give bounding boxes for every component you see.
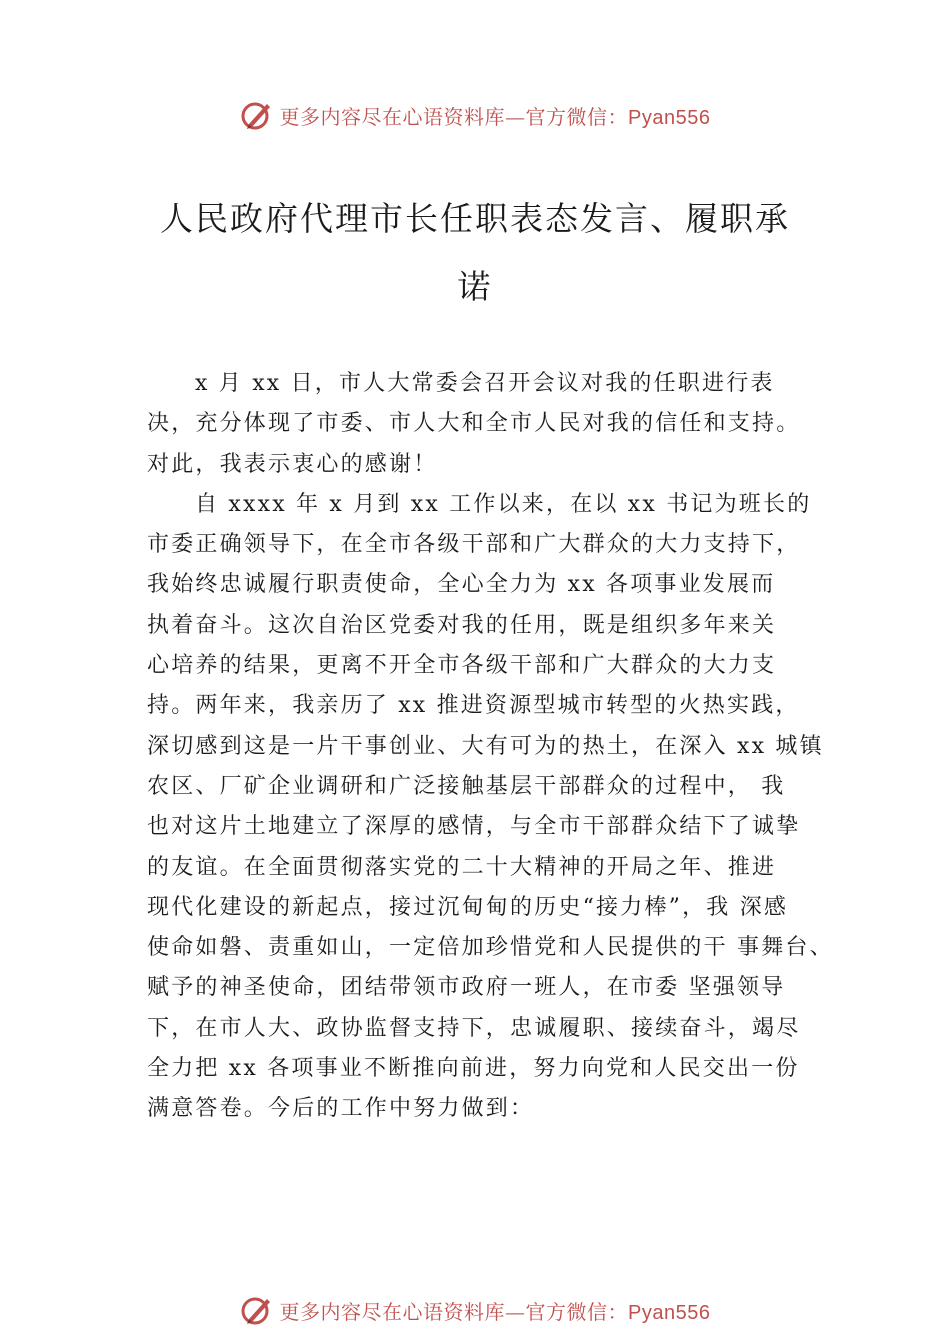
body-line: 下，在市人大、政协监督支持下，忠诚履职、接续奋斗，竭尽: [147, 1015, 801, 1041]
body-line: 自 xxxx 年 x 月到 xx 工作以来，在以 xx 书记为班长的: [195, 491, 812, 517]
watermark-footer: [0, 1290, 950, 1330]
watermark-wechat-id: Pyan556: [628, 1301, 711, 1324]
watermark-main: 更多内容尽在心语资料库: [279, 1299, 506, 1324]
body-line: 我始终忠诚履行职责使命，全心全力为 xx 各项事业发展而: [147, 572, 776, 598]
pen-logo-icon: [240, 1293, 274, 1327]
watermark-wechat-id: Pyan556: [628, 106, 711, 129]
body-line: 持。两年来，我亲历了 xx 推进资源型城市转型的火热实践，: [147, 693, 800, 719]
body-line: 的友谊。在全面贯彻落实党的二十大精神的开局之年、推进: [147, 854, 777, 880]
body-line: 执着奋斗。这次自治区党委对我的任用，既是组织多年来关: [147, 612, 777, 638]
body-line: 心培养的结果，更离不开全市各级干部和广大群众的大力支: [147, 653, 777, 679]
watermark-label: 官方微信：: [525, 1299, 629, 1324]
watermark-separator: —: [505, 1299, 526, 1324]
body-line: 农区、厂矿企业调研和广泛接触基层干部群众的过程中， 我: [147, 773, 786, 799]
watermark-main: 更多内容尽在心语资料库: [279, 104, 506, 129]
body-line: 现代化建设的新起点，接过沉甸甸的历史“接力棒”，我 深感: [147, 894, 789, 920]
watermark-header: [0, 95, 950, 135]
body-line: 市委正确领导下，在全市各级干部和广大群众的大力支持下，: [147, 532, 801, 558]
body-line: 使命如磐、责重如山，一定倍加珍惜党和人民提供的干 事舞台、: [147, 935, 834, 961]
body-line: 决，充分体现了市委、市人大和全市人民对我的信任和支持。: [147, 411, 801, 437]
body-line: x 月 xx 日，市人大常委会召开会议对我的任职进行表: [195, 371, 775, 396]
body-line: 对此，我表示衷心的感谢！: [147, 451, 438, 477]
body-line: 赋予的神圣使命，团结带领市政府一班人，在市委 坚强领导: [147, 975, 786, 1001]
watermark-separator: —: [505, 104, 526, 129]
watermark-label: 官方微信：: [525, 104, 629, 129]
watermark-text: [280, 1296, 711, 1325]
body-line: 也对这片土地建立了深厚的感情，与全市干部群众结下了诚挚: [147, 814, 801, 840]
body-line: 深切感到这是一片干事创业、大有可为的热土，在深入 xx 城镇: [147, 733, 824, 759]
document-title: [120, 185, 830, 321]
document-body: [147, 364, 842, 1130]
title-line-2: 诺: [457, 267, 493, 306]
title-line-1: 人民政府代理市长任职表态发言、履职承: [160, 199, 790, 238]
body-line: 满意答卷。今后的工作中努力做到：: [147, 1096, 535, 1122]
watermark-text: [280, 101, 711, 130]
pen-logo-icon: [240, 98, 274, 132]
body-line: 全力把 xx 各项事业不断推向前进，努力向党和人民交出一份: [147, 1056, 800, 1082]
